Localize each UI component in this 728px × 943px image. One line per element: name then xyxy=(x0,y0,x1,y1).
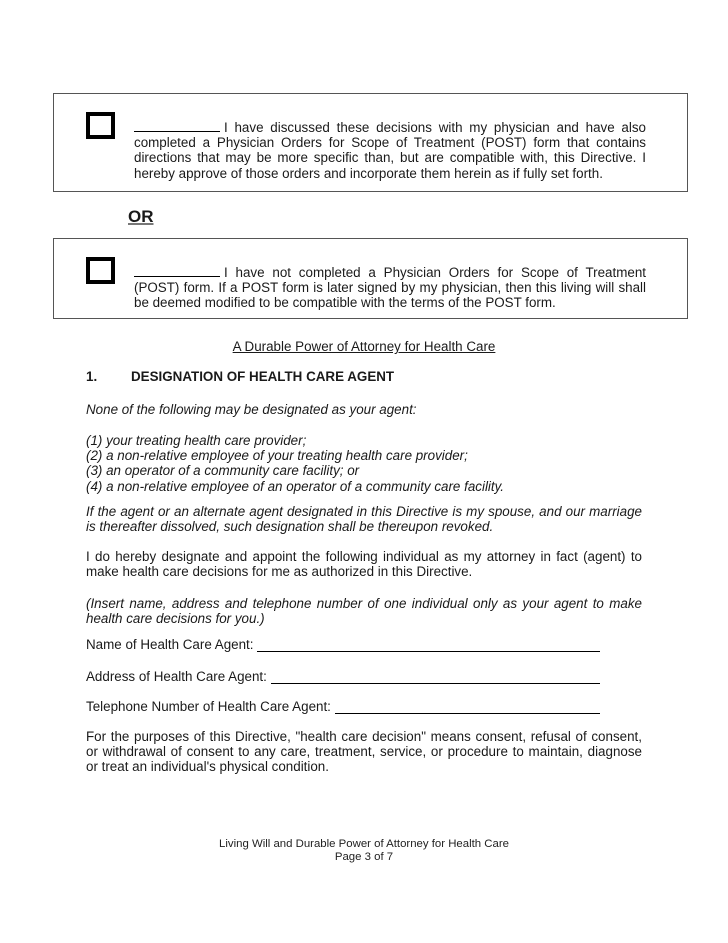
option-box-post-not-completed xyxy=(53,238,688,319)
field-label: Telephone Number of Health Care Agent: xyxy=(86,699,331,714)
section-title: DESIGNATION OF HEALTH CARE AGENT xyxy=(131,369,395,384)
option-text: I have discussed these decisions with my physician and have also completed a Physician Orders for Scope of Treatment (POST) form that contains directions that may be more specific than, but are compatible with, this Directive. I hereby approve of those orders and incorporate them herein as if fully set forth. xyxy=(134,120,646,181)
agent-name-field xyxy=(86,637,600,652)
exclusion-item: (4) a non-relative employee of an operator of a community care facility. xyxy=(86,478,505,494)
section-heading: A Durable Power of Attorney for Health Care xyxy=(232,339,496,354)
field-label: Address of Health Care Agent: xyxy=(86,669,267,684)
agent-name-input[interactable] xyxy=(257,637,600,652)
page-footer xyxy=(0,838,728,864)
checkbox-post-completed[interactable] xyxy=(86,112,115,139)
option-text-post-not-completed xyxy=(134,264,646,311)
exclusions-list xyxy=(86,433,642,494)
exclusion-item: (3) an operator of a community care facility; or xyxy=(86,463,360,479)
appointment-text: I do hereby designate and appoint the following individual as my attorney in fact (agent) to make health care decisions for me as authorized in this Directive. xyxy=(86,549,642,580)
agent-telephone-input[interactable] xyxy=(335,699,600,714)
intro-text: None of the following may be designated as your agent: xyxy=(86,402,417,417)
agent-address-input[interactable] xyxy=(271,669,600,684)
option-box-post-completed xyxy=(53,93,688,192)
definition-text: For the purposes of this Directive, "health care decision" means consent, refusal of consent, or withdrawal of consent to any care, treatment, service, or procedure to maintain, diagnose or treat an individual's physical condition. xyxy=(86,729,642,775)
section-number: 1. xyxy=(86,369,98,384)
initials-blank[interactable] xyxy=(134,264,220,277)
exclusion-item: (2) a non-relative employee of your treating health care provider; xyxy=(86,448,468,464)
exclusion-item: (1) your treating health care provider; xyxy=(86,433,307,448)
checkbox-post-not-completed[interactable] xyxy=(86,257,115,284)
agent-telephone-field xyxy=(86,699,600,714)
page-number: Page 3 of 7 xyxy=(334,851,394,863)
or-label: OR xyxy=(128,207,154,226)
option-text: I have not completed a Physician Orders for Scope of Treatment (POST) form. If a POST form is later signed by my physician, then this living will shall be deemed modified to be compatible with the terms of the POST form. xyxy=(134,265,646,311)
field-label: Name of Health Care Agent: xyxy=(86,637,254,652)
footer-title: Living Will and Durable Power of Attorney for Health Care xyxy=(219,838,509,850)
agent-address-field xyxy=(86,669,600,684)
option-text-post-completed xyxy=(134,119,646,181)
spouse-clause: If the agent or an alternate agent designated in this Directive is my spouse, and our marriage is thereafter dissolved, such designation shall be thereupon revoked. xyxy=(86,504,642,535)
initials-blank[interactable] xyxy=(134,119,220,132)
insert-instruction: (Insert name, address and telephone number of one individual only as your agent to make health care decisions for you.) xyxy=(86,596,642,627)
